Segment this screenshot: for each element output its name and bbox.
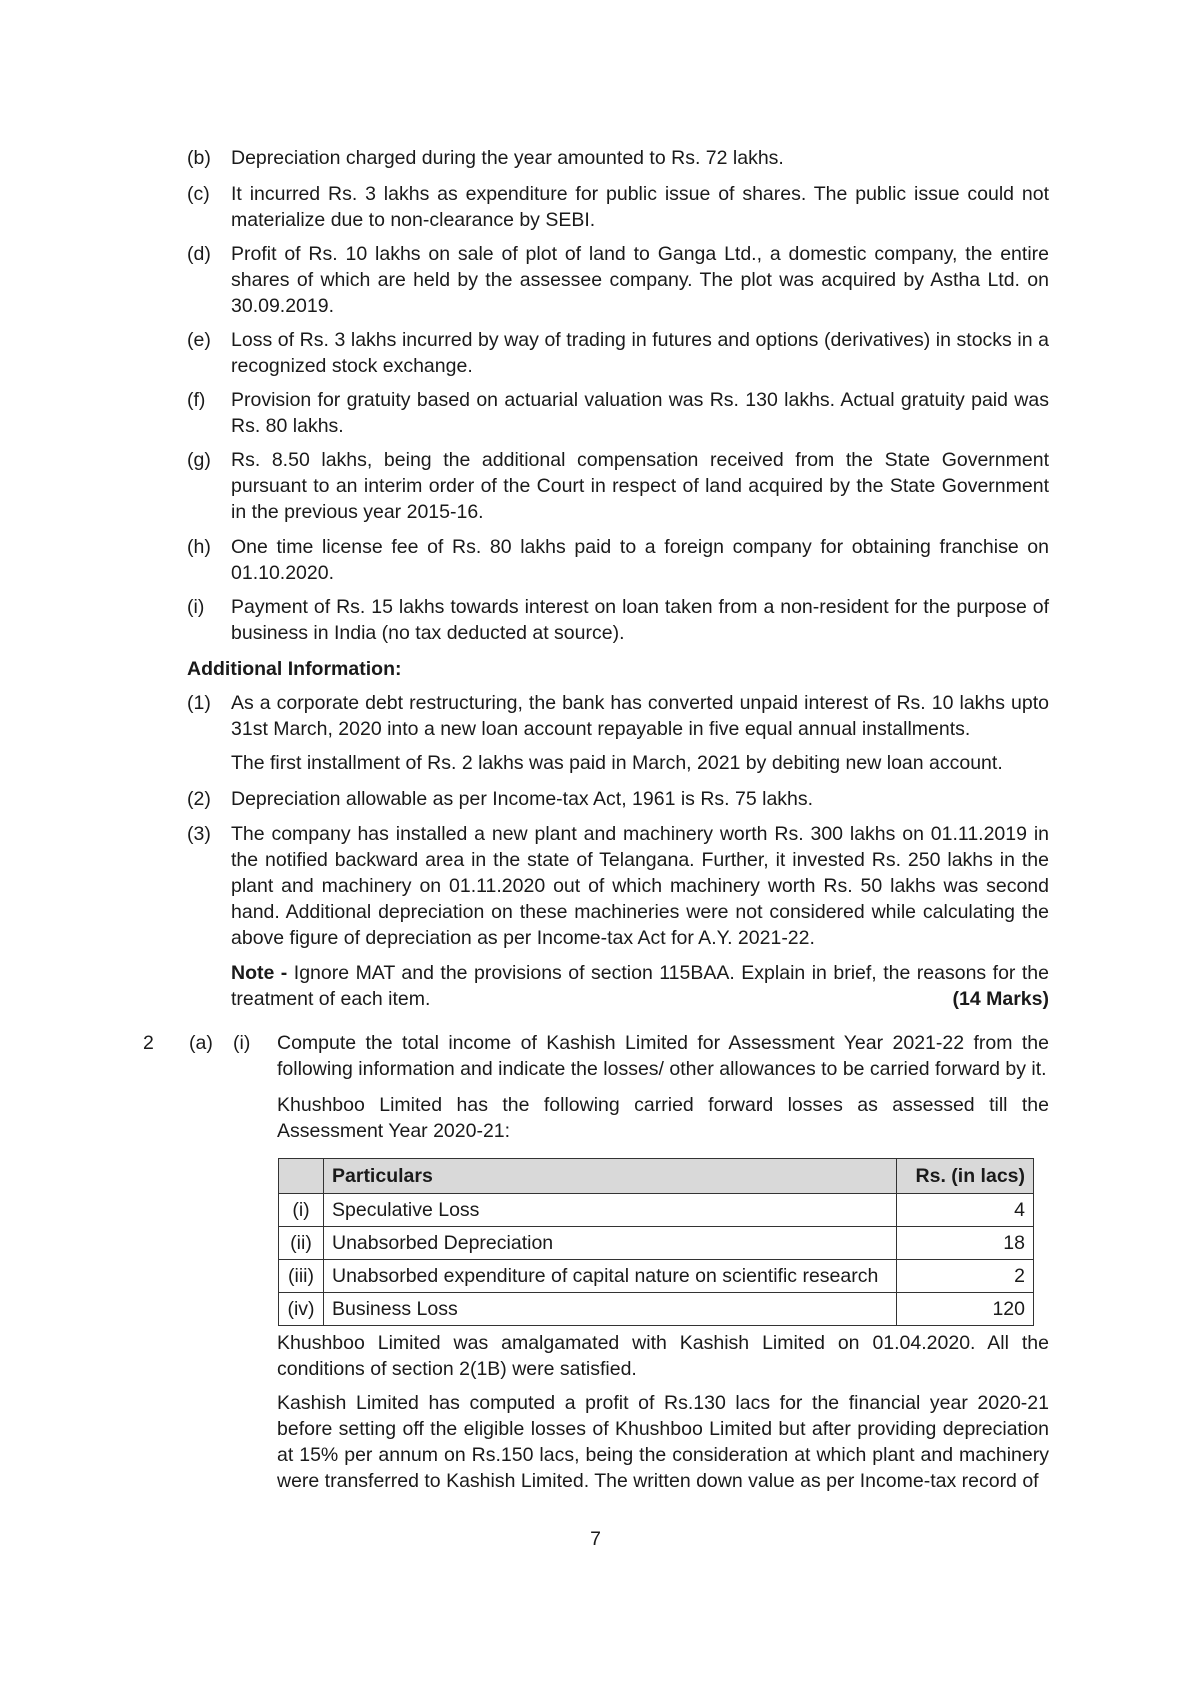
table-row [279, 1194, 1034, 1227]
list-item [187, 145, 1049, 171]
table-cell: Speculative Loss [324, 1194, 897, 1227]
item-text: Profit of Rs. 10 lakhs on sale of plot of land to Ganga Ltd., a domestic company, the entire shares of which are held by the assessee company. The plot was acquired by Astha Ltd. on 30.09.2019. [231, 243, 1049, 317]
item-text: The first installment of Rs. 2 lakhs was paid in March, 2021 by debiting new loan account. [231, 752, 1003, 774]
table-cell: 4 [897, 1194, 1034, 1227]
table-cell: 18 [897, 1227, 1034, 1260]
item-text: It incurred Rs. 3 lakhs as expenditure for public issue of shares. The public issue could not materialize due to non-clearance by SEBI. [231, 183, 1049, 231]
table-cell: Unabsorbed Depreciation [324, 1227, 897, 1260]
table-row [279, 1260, 1034, 1293]
item-label: (f) [187, 389, 206, 411]
item-label: (i) [187, 596, 205, 618]
item-text: As a corporate debt restructuring, the bank has converted unpaid interest of Rs. 10 lakhs upto 31st March, 2020 into a new loan account repayable in five equal annual installments. [231, 692, 1049, 740]
list-item [187, 821, 1049, 951]
table-cell: 2 [897, 1260, 1034, 1293]
amalgamation-paragraph: Khushboo Limited was amalgamated with Kashish Limited on 01.04.2020. All the conditions of section 2(1B) were satisfied. [277, 1332, 1049, 1380]
table-header-row [279, 1159, 1034, 1194]
item-text: Depreciation allowable as per Income-tax Act, 1961 is Rs. 75 lakhs. [231, 788, 814, 810]
item-text: One time license fee of Rs. 80 lakhs paid to a foreign company for obtaining franchise on 01.10.2020. [231, 536, 1049, 584]
table-cell: (i) [279, 1194, 324, 1227]
table-cell: Unabsorbed expenditure of capital nature on scientific research [324, 1260, 897, 1293]
table-header-cell: Rs. (in lacs) [897, 1159, 1034, 1194]
question-intro: Khushboo Limited has the following carried forward losses as assessed till the Assessment Year 2020-21: [277, 1094, 1049, 1142]
table-row [279, 1293, 1034, 1326]
profit-paragraph: Kashish Limited has computed a profit of Rs.130 lacs for the financial year 2020-21 before setting off the eligible losses of Khushboo Limited but after providing depreciation at 15% per annum on Rs.150 lacs, being the consideration at which plant and machinery were transferred to Kashish Limited. The written down value as per Income-tax record of [277, 1392, 1049, 1492]
additional-information-heading: Additional Information: [187, 658, 402, 680]
item-label: (3) [187, 823, 211, 845]
table-cell: (iii) [279, 1260, 324, 1293]
item-label: (c) [187, 183, 210, 205]
item-text: Depreciation charged during the year amounted to Rs. 72 lakhs. [231, 147, 784, 169]
note-paragraph [231, 960, 1049, 1012]
table-cell: (iv) [279, 1293, 324, 1326]
table-row [279, 1227, 1034, 1260]
list-item [187, 181, 1049, 233]
list-item [187, 690, 1049, 742]
item-text: Provision for gratuity based on actuarial valuation was Rs. 130 lakhs. Actual gratuity paid was Rs. 80 lakhs. [231, 389, 1049, 437]
item-label: (g) [187, 449, 211, 471]
carried-forward-losses-table [278, 1158, 1034, 1326]
item-label: (2) [187, 788, 211, 810]
item-text: The company has installed a new plant and machinery worth Rs. 300 lakhs on 01.11.2019 in the notified backward area in the state of Telangana. Further, it invested Rs. 250 lakhs in the plant and machinery on 01.11.2020 out of which machinery worth Rs. 50 lakhs was second hand. Additional depreciation on these machineries were not considered while calculating the above figure of depreciation as per Income-tax Act for A.Y. 2021-22. [231, 823, 1049, 949]
item-text: Loss of Rs. 3 lakhs incurred by way of trading in futures and options (derivatives) in stocks in a recognized stock exchange. [231, 329, 1049, 377]
item-label: (d) [187, 243, 211, 265]
item-label: (e) [187, 329, 211, 351]
table-cell: Business Loss [324, 1293, 897, 1326]
note-text: Ignore MAT and the provisions of section 115BAA. Explain in brief, the reasons for the treatment of each item. [231, 962, 1049, 1010]
list-item [187, 447, 1049, 525]
note-label: Note - [231, 962, 288, 984]
item-label: (1) [187, 692, 211, 714]
question-number: 2 [143, 1032, 154, 1054]
list-item [187, 786, 1049, 812]
page-number: 7 [590, 1528, 601, 1550]
list-item [187, 387, 1049, 439]
table-header-cell: Particulars [324, 1159, 897, 1194]
item-label: (b) [187, 147, 211, 169]
list-item [187, 750, 1049, 776]
item-text: Payment of Rs. 15 lakhs towards interest on loan taken from a non-resident for the purpose of business in India (no tax deducted at source). [231, 596, 1049, 644]
question-subpart: (i) [233, 1032, 251, 1054]
table-cell: 120 [897, 1293, 1034, 1326]
list-item [187, 327, 1049, 379]
list-item [187, 241, 1049, 319]
item-text: Rs. 8.50 lakhs, being the additional compensation received from the State Government pursuant to an interim order of the Court in respect of land acquired by the State Government in the previous year 2015-16. [231, 449, 1049, 523]
list-item [187, 594, 1049, 646]
marks-label: (14 Marks) [952, 988, 1049, 1010]
question-text: Compute the total income of Kashish Limited for Assessment Year 2021-22 from the following information and indicate the losses/ other allowances to be carried forward by it. [277, 1032, 1049, 1080]
table-header-cell [279, 1159, 324, 1194]
item-label: (h) [187, 536, 211, 558]
table-cell: (ii) [279, 1227, 324, 1260]
question-part: (a) [189, 1032, 213, 1054]
list-item [187, 534, 1049, 586]
